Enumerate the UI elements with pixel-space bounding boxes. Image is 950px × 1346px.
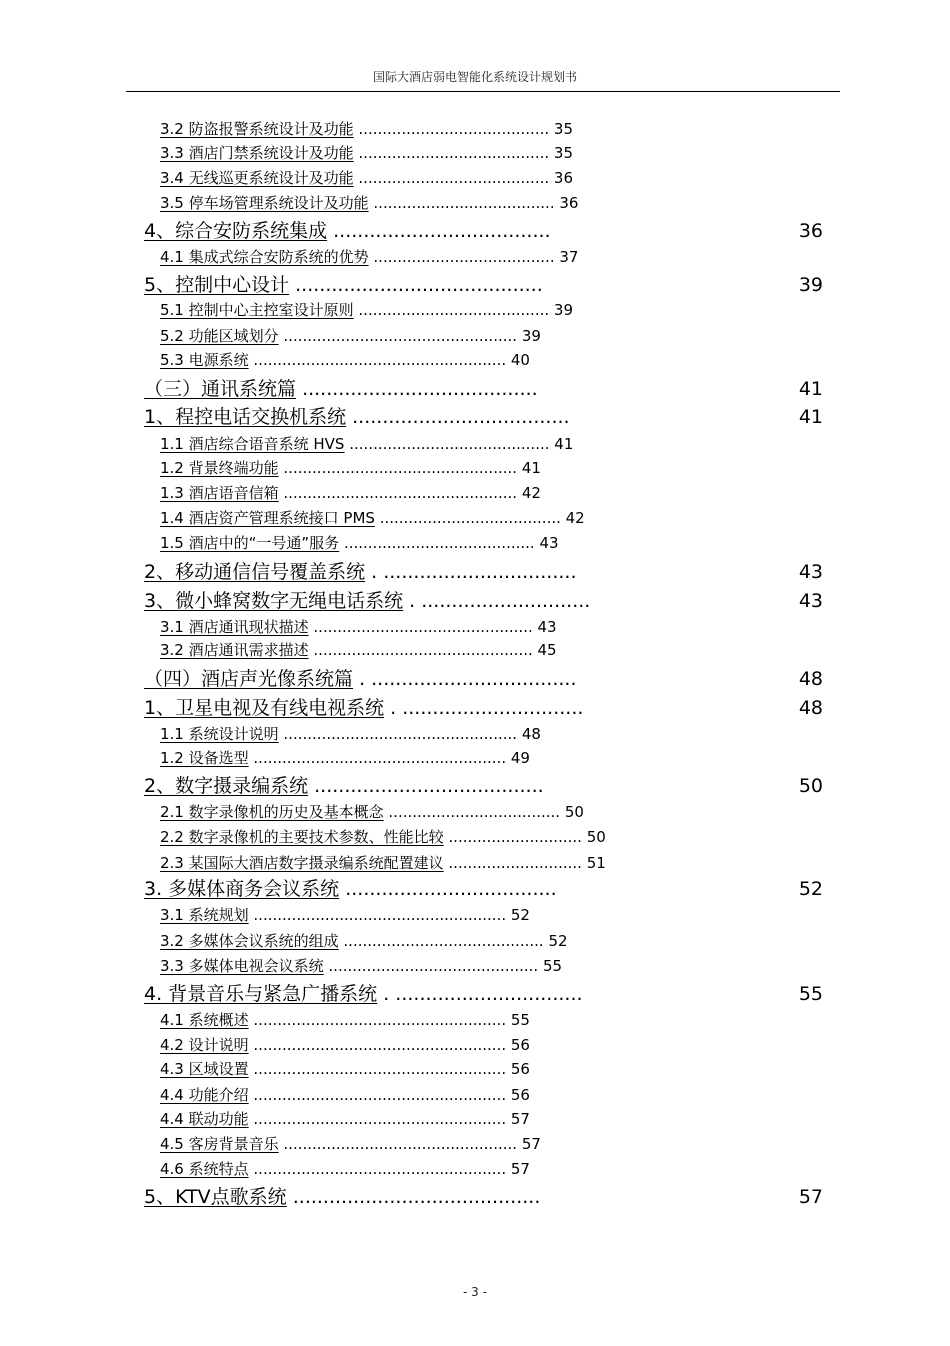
toc-page-number: 57 xyxy=(506,1110,530,1128)
toc-page-number: 51 xyxy=(581,854,606,872)
toc-entry-title[interactable]: 1、卫星电视及有线电视系统 xyxy=(144,697,385,719)
toc-page-number: 50 xyxy=(560,803,584,821)
page-header: 国际大酒店弱电智能化系统设计规划书 xyxy=(372,70,577,84)
toc-entry[interactable] xyxy=(160,303,573,318)
toc-entry-title[interactable]: 4.1 集成式综合安防系统的优势 xyxy=(160,248,369,266)
toc-leader-dots: ..................................................... xyxy=(253,1160,507,1178)
toc-leader-dots: ..................................................... xyxy=(253,1036,507,1054)
toc-leader-dots: .......................................... xyxy=(349,435,550,453)
toc-entry-title[interactable]: （三）通讯系统篇 xyxy=(144,378,297,400)
toc-page-number: 41 xyxy=(798,406,823,428)
toc-leader-dots: ................................... xyxy=(345,878,557,900)
toc-leader-dots: ....................................... xyxy=(302,378,538,400)
toc-page-number: 49 xyxy=(506,749,530,767)
toc-entry-title[interactable]: 4.1 系统概述 xyxy=(160,1011,249,1029)
toc-entry-title[interactable]: 3.2 防盗报警系统设计及功能 xyxy=(160,120,354,138)
toc-entry[interactable] xyxy=(160,486,541,501)
toc-entry-title[interactable]: 5.3 电源系统 xyxy=(160,351,249,369)
toc-entry-title[interactable]: 1.4 酒店资产管理系统接口 PMS xyxy=(160,509,375,527)
toc-entry[interactable] xyxy=(144,276,543,295)
toc-page-number: 43 xyxy=(798,561,823,583)
toc-entry[interactable] xyxy=(144,380,538,399)
toc-leader-dots: .................................... xyxy=(352,406,570,428)
toc-entry-title[interactable]: （四）酒店声光像系统篇 xyxy=(144,668,354,690)
toc-entry[interactable] xyxy=(160,1137,541,1152)
toc-entry-title[interactable]: 4.4 功能介绍 xyxy=(160,1086,249,1104)
toc-leader-dots: ................................................. xyxy=(283,725,518,743)
toc-page-number: 57 xyxy=(517,1135,541,1153)
toc-entry[interactable] xyxy=(160,856,606,871)
toc-page-number: 55 xyxy=(506,1011,530,1029)
toc-leader-dots: . ................................ xyxy=(371,561,577,583)
toc-entry[interactable] xyxy=(160,908,530,923)
toc-leader-dots: .............................................. xyxy=(313,641,533,659)
toc-page-number: 56 xyxy=(506,1086,530,1104)
toc-page-number: 41 xyxy=(549,435,574,453)
toc-entry-title[interactable]: 2、移动通信信号覆盖系统 xyxy=(144,561,366,583)
toc-leader-dots: . .............................. xyxy=(390,697,584,719)
toc-entry-title[interactable]: 3.4 无线巡更系统设计及功能 xyxy=(160,169,354,187)
toc-leader-dots: ..................................................... xyxy=(253,1060,507,1078)
toc-entry-title[interactable]: 2.3 某国际大酒店数字摄录编系统配置建议 xyxy=(160,854,444,872)
toc-page-number: 35 xyxy=(549,120,573,138)
toc-entry-title[interactable]: 3.3 多媒体电视会议系统 xyxy=(160,957,324,975)
toc-entry-title[interactable]: 4.2 设计说明 xyxy=(160,1036,249,1054)
toc-page-number: 42 xyxy=(560,509,585,527)
toc-entry[interactable] xyxy=(144,563,577,582)
toc-entry[interactable] xyxy=(144,985,583,1004)
toc-entry-title[interactable]: 1.5 酒店中的“一号通”服务 xyxy=(160,534,340,552)
toc-leader-dots: . .................................. xyxy=(359,668,577,690)
toc-entry[interactable] xyxy=(144,880,557,899)
toc-page-number: 36 xyxy=(549,169,573,187)
toc-entry[interactable] xyxy=(160,751,530,766)
toc-page-number: 48 xyxy=(798,697,823,719)
toc-page-number: 50 xyxy=(581,828,606,846)
toc-entry[interactable] xyxy=(144,670,577,689)
toc-leader-dots: ........................................ xyxy=(358,144,550,162)
toc-leader-dots: ........................................ xyxy=(358,301,550,319)
toc-page-number: 55 xyxy=(538,957,563,975)
toc-entry[interactable] xyxy=(160,250,578,265)
toc-leader-dots: ..................................................... xyxy=(253,1086,507,1104)
toc-entry[interactable] xyxy=(160,1062,530,1077)
toc-leader-dots: ...................................... xyxy=(314,775,544,797)
toc-leader-dots: ................................................. xyxy=(283,484,518,502)
toc-entry[interactable] xyxy=(160,959,562,974)
toc-entry-title[interactable]: 1.2 设备选型 xyxy=(160,749,249,767)
toc-leader-dots: ............................ xyxy=(448,854,582,872)
toc-entry-title[interactable]: 4.3 区域设置 xyxy=(160,1060,249,1078)
toc-leader-dots: ........................................ xyxy=(358,120,550,138)
toc-leader-dots: .................................... xyxy=(333,220,551,242)
toc-entry[interactable] xyxy=(144,222,551,241)
toc-entry[interactable] xyxy=(160,146,573,161)
toc-page-number: 56 xyxy=(506,1036,530,1054)
toc-entry[interactable] xyxy=(160,353,530,368)
toc-entry-title[interactable]: 3. 多媒体商务会议系统 xyxy=(144,878,340,900)
toc-entry[interactable] xyxy=(160,536,559,551)
toc-page-number: 48 xyxy=(798,668,823,690)
toc-page-number: 43 xyxy=(798,590,823,612)
toc-entry-title[interactable]: 1.1 系统设计说明 xyxy=(160,725,279,743)
toc-entry[interactable] xyxy=(160,1112,530,1127)
toc-leader-dots: ............................ xyxy=(448,828,582,846)
toc-leader-dots: ..................................................... xyxy=(253,749,507,767)
toc-entry[interactable] xyxy=(160,511,585,526)
toc-leader-dots: ..................................................... xyxy=(253,351,507,369)
toc-entry[interactable] xyxy=(160,1013,530,1028)
toc-entry-title[interactable]: 3、微小蜂窝数字无绳电话系统 xyxy=(144,590,404,612)
toc-entry[interactable] xyxy=(160,171,573,186)
toc-entry-title[interactable]: 1.3 酒店语音信箱 xyxy=(160,484,279,502)
toc-page-number: 50 xyxy=(798,775,823,797)
toc-entry[interactable] xyxy=(160,437,573,452)
toc-page-number: 43 xyxy=(534,534,559,552)
toc-page-number: 36 xyxy=(798,220,823,242)
toc-leader-dots: .............................................. xyxy=(313,618,533,636)
toc-page-number: 45 xyxy=(532,641,557,659)
toc-entry-title[interactable]: 4、综合安防系统集成 xyxy=(144,220,328,242)
toc-entry-title[interactable]: 2.1 数字录像机的历史及基本概念 xyxy=(160,803,384,821)
toc-page-number: 48 xyxy=(517,725,541,743)
toc-entry-title[interactable]: 1、程控电话交换机系统 xyxy=(144,406,347,428)
toc-leader-dots: ...................................... xyxy=(379,509,561,527)
toc-leader-dots: ................................................. xyxy=(283,327,518,345)
toc-page-number: 57 xyxy=(798,1186,823,1208)
toc-entry[interactable] xyxy=(160,1038,530,1053)
toc-page-number: 52 xyxy=(543,932,568,950)
toc-entry[interactable] xyxy=(144,408,570,427)
toc-entry-title[interactable]: 3.1 系统规划 xyxy=(160,906,249,924)
toc-entry[interactable] xyxy=(160,830,606,845)
toc-leader-dots: ...................................... xyxy=(373,194,555,212)
toc-page-number: 57 xyxy=(506,1160,530,1178)
toc-entry-title[interactable]: 1.2 背景终端功能 xyxy=(160,459,279,477)
toc-page-number: 56 xyxy=(506,1060,530,1078)
toc-entry-title[interactable]: 4.6 系统特点 xyxy=(160,1160,249,1178)
toc-entry[interactable] xyxy=(160,1162,530,1177)
toc-entry[interactable] xyxy=(160,329,541,344)
toc-page-number: 36 xyxy=(554,194,579,212)
toc-page-number: 35 xyxy=(549,144,573,162)
toc-entry-title[interactable]: 5.1 控制中心主控室设计原则 xyxy=(160,301,354,319)
toc-leader-dots: ................................................. xyxy=(283,1135,518,1153)
toc-entry-title[interactable]: 4. 背景音乐与紧急广播系统 xyxy=(144,983,378,1005)
toc-entry[interactable] xyxy=(160,643,557,658)
toc-entry-title[interactable]: 3.3 酒店门禁系统设计及功能 xyxy=(160,144,354,162)
toc-entry[interactable] xyxy=(144,699,583,718)
toc-page-number: 55 xyxy=(798,983,823,1005)
toc-entry-title[interactable]: 1.1 酒店综合语音系统 HVS xyxy=(160,435,345,453)
toc-entry[interactable] xyxy=(160,122,573,137)
toc-page-number: 52 xyxy=(798,878,823,900)
toc-page-number: 43 xyxy=(532,618,557,636)
toc-entry-title[interactable]: 5.2 功能区域划分 xyxy=(160,327,279,345)
toc-leader-dots: ............................................ xyxy=(328,957,539,975)
toc-entry-title[interactable]: 3.5 停车场管理系统设计及功能 xyxy=(160,194,369,212)
toc-leader-dots: ......................................... xyxy=(295,274,543,296)
toc-page-number: 39 xyxy=(517,327,541,345)
toc-entry-title[interactable]: 4.4 联动功能 xyxy=(160,1110,249,1128)
toc-leader-dots: . ............................... xyxy=(383,983,583,1005)
toc-entry[interactable] xyxy=(160,1088,530,1103)
toc-leader-dots: ......................................... xyxy=(292,1186,541,1208)
toc-leader-dots: ........................................ xyxy=(358,169,550,187)
toc-page-number: 37 xyxy=(554,248,579,266)
toc-leader-dots: ..................................................... xyxy=(253,1110,507,1128)
toc-entry[interactable] xyxy=(160,461,541,476)
toc-page-number: 40 xyxy=(506,351,530,369)
toc-entry[interactable] xyxy=(144,1188,540,1207)
toc-entry[interactable] xyxy=(160,196,578,211)
toc-leader-dots: ..................................................... xyxy=(253,1011,507,1029)
toc-page-number: 41 xyxy=(798,378,823,400)
toc-page-number: 42 xyxy=(517,484,541,502)
toc-leader-dots: ..................................................... xyxy=(253,906,507,924)
page-number: - 3 - xyxy=(463,1285,487,1299)
toc-entry[interactable] xyxy=(160,727,541,742)
toc-page-number: 52 xyxy=(506,906,530,924)
toc-page-number: 39 xyxy=(798,274,823,296)
toc-leader-dots: . ............................ xyxy=(409,590,591,612)
toc-leader-dots: ...................................... xyxy=(373,248,555,266)
toc-leader-dots: .................................... xyxy=(388,803,561,821)
toc-entry-title[interactable]: 5、控制中心设计 xyxy=(144,274,290,296)
toc-entry-title[interactable]: 5、KTV点歌系统 xyxy=(144,1186,287,1208)
toc-entry[interactable] xyxy=(144,592,590,611)
toc-leader-dots: ........................................ xyxy=(343,534,535,552)
toc-entry-title[interactable]: 4.5 客房背景音乐 xyxy=(160,1135,279,1153)
toc-entry[interactable] xyxy=(144,777,544,796)
toc-entry[interactable] xyxy=(160,620,557,635)
toc-entry-title[interactable]: 2、数字摄录编系统 xyxy=(144,775,309,797)
toc-entry-title[interactable]: 2.2 数字录像机的主要技术参数、性能比较 xyxy=(160,828,444,846)
toc-entry-title[interactable]: 3.2 多媒体会议系统的组成 xyxy=(160,932,339,950)
toc-entry[interactable] xyxy=(160,934,568,949)
toc-entry-title[interactable]: 3.2 酒店通讯需求描述 xyxy=(160,641,309,659)
toc-page-number: 41 xyxy=(517,459,541,477)
toc-page-number: 39 xyxy=(549,301,573,319)
toc-entry-title[interactable]: 3.1 酒店通讯现状描述 xyxy=(160,618,309,636)
toc-leader-dots: ................................................. xyxy=(283,459,518,477)
toc-entry[interactable] xyxy=(160,805,584,820)
toc-leader-dots: .......................................... xyxy=(343,932,544,950)
